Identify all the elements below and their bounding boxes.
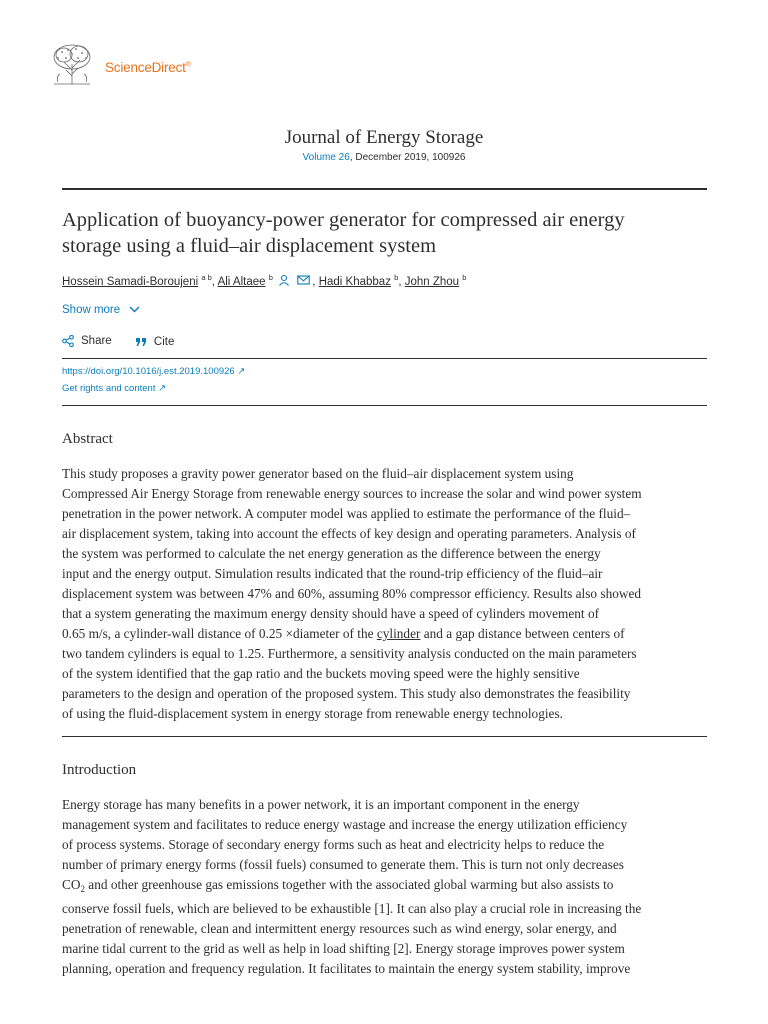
divider <box>62 188 707 190</box>
issue-info: Volume 26, December 2019, 100926 <box>302 152 466 163</box>
divider <box>62 358 707 359</box>
cylinder-term-link[interactable]: cylinder <box>376 626 421 641</box>
abstract-heading: Abstract <box>62 431 113 447</box>
cite-button[interactable]: Cite <box>135 336 174 348</box>
article-actions <box>62 335 194 350</box>
share-icon <box>62 335 74 347</box>
author-link[interactable]: Hadi Khabbaz <box>318 275 391 288</box>
email-icon[interactable] <box>297 275 310 288</box>
abstract-text: This study proposes a gravity power generator based on the fluid–air displacement system using Compressed Air Energy Storage from renewable energy sources to increase the solar and wind power system penetration in the power network. A computer model was applied to estimate the performance of the fluid– air displacement system, taking into account the effects of key design and operating parameters. Analysis of the system was performed to calculate the net energy generation as the difference between the energy input and the energy output. Simulation results indicated that the round-trip efficiency of the fluid–air displacement system was between 47% and 60%, assuming 80% compressor efficiency. Results also showed that a system generating the maximum energy density should have a speed of cylinders movement of 0.65 m/s, a cylinder-wall distance of 0.25 ×diameter of the cylinder and a gap distance between centers of two tandem cylinders is equal to 1.25. Furthermore, a sensitivity analysis conducted on the main parameters of the system identified that the gap ratio and the buckets moving speed were the highly sensitive parameters to the design and operation of the proposed system. This study also demonstrates the feasibility of using the fluid-displacement system in energy storage from renewable energy technologies. <box>62 466 642 721</box>
article-title: Application of buoyancy-power generator for compressed air energy storage using a fluid–air displacement system <box>62 209 625 257</box>
journal-name[interactable]: Journal of Energy Storage <box>284 127 484 148</box>
elsevier-tree-icon[interactable] <box>48 42 96 86</box>
quote-icon <box>135 337 147 347</box>
author-link[interactable]: John Zhou <box>404 275 460 288</box>
brand-name[interactable]: ScienceDirect® <box>105 60 191 75</box>
introduction-heading: Introduction <box>62 762 137 778</box>
author-link[interactable]: Ali Altaee <box>217 275 266 288</box>
author-link[interactable]: Hossein Samadi-Boroujeni <box>62 275 199 288</box>
divider <box>62 736 707 737</box>
person-icon[interactable] <box>278 274 290 289</box>
volume-link[interactable]: Volume 26 <box>302 152 350 163</box>
show-more-label: Show more <box>62 304 121 316</box>
chevron-down-icon <box>129 306 140 313</box>
show-more-button[interactable] <box>62 304 140 316</box>
share-button[interactable]: Share <box>62 335 112 347</box>
author-list: Hossein Samadi-Boroujeni $^{a b}$, Ali Altaee $^b$ , Hadi Khabbaz $^b$, John Zhou $^b$ <box>62 273 467 288</box>
rights-link[interactable]: Get rights and content ↗ <box>62 383 167 394</box>
doi-link[interactable]: https://doi.org/10.1016/j.est.2019.100926 ↗ <box>62 366 246 377</box>
divider <box>62 405 707 406</box>
site-header <box>48 42 208 88</box>
introduction-text: Energy storage has many benefits in a power network, it is an important component in the energy management system and facilitates to reduce energy wastage and increase the energy utilization efficiency of process systems. Storage of secondary energy forms such as heat and electricity helps to reduce the number of primary energy forms (fossil fuels) consumed to generate them. This is turn not only decreases $CO_2$ and other greenhouse gas emissions together with the associated global warming but also assists to conserve fossil fuels, which are believed to be exhaustible [1]. It can also play a crucial role in increasing the penetration of renewable, clean and intermittent energy resources such as wind energy, solar energy, and marine tidal current to the grid as well as help in load shifting [2]. Energy storage improves power system planning, operation and frequency regulation. It facilitates to maintain the energy system stability, improve <box>62 797 642 976</box>
